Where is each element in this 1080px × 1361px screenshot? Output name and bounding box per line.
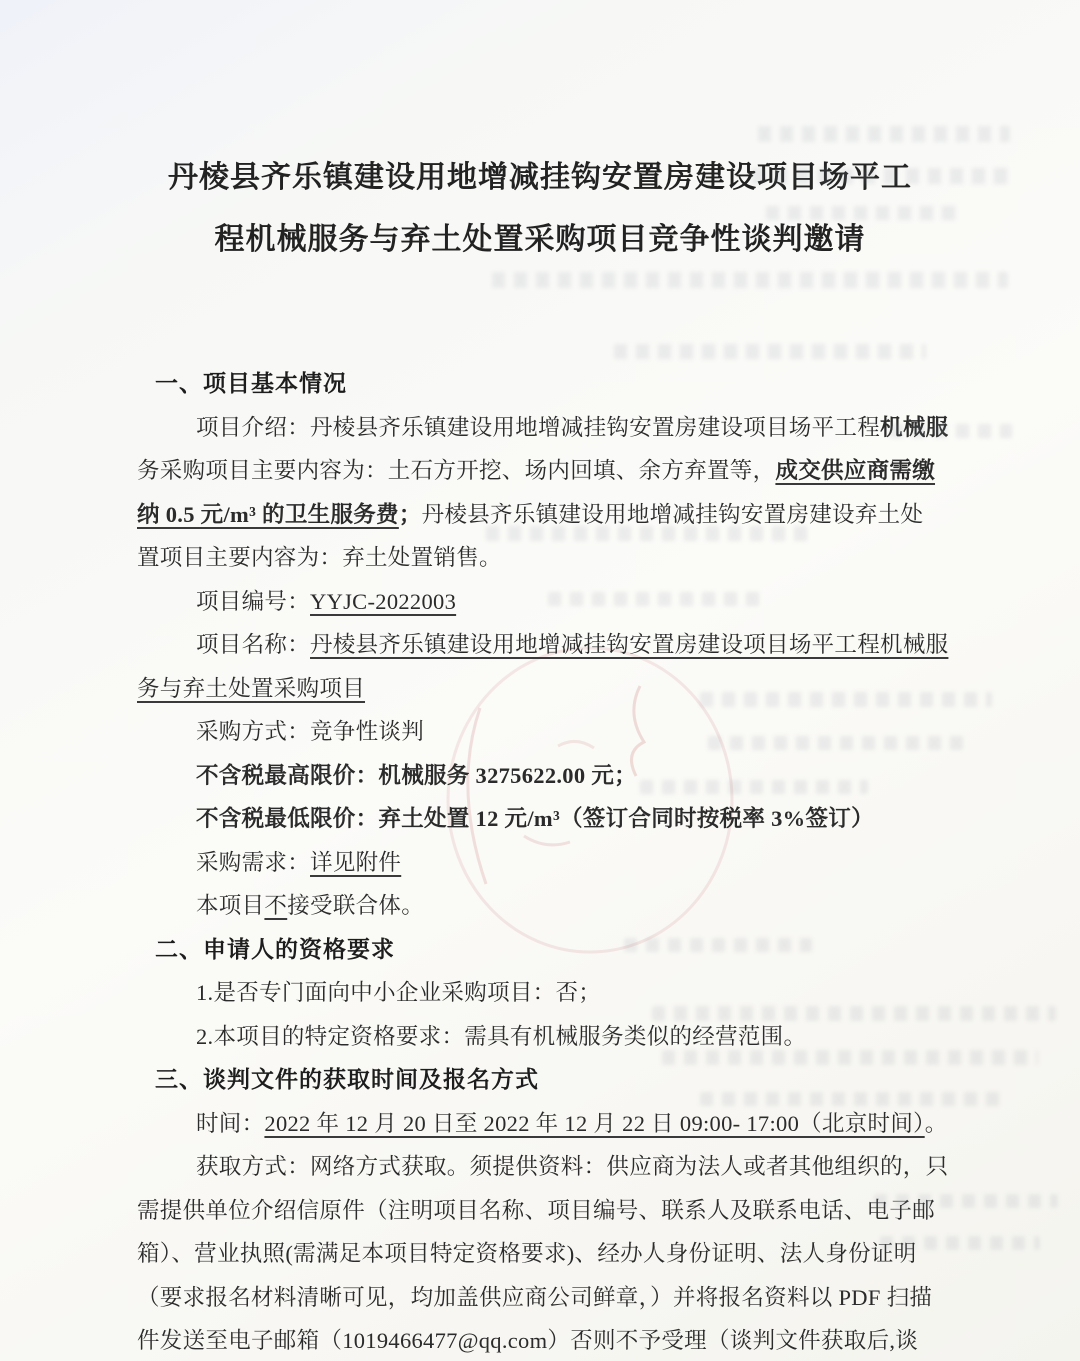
text-segment: 采购需求： [196,849,311,875]
bleed-through-ghost [614,344,926,359]
text-segment: 件发送至电子邮箱（1019466477@qq.com）否则不予受理（谈判文件获取后,谈 [137,1328,919,1353]
document-body [137,362,949,1361]
text-line [137,449,943,493]
text-segment: 接受联合体。 [287,893,425,918]
text-line [137,406,949,450]
text-line [137,1145,949,1189]
section-heading [137,362,943,406]
document-title-line-1: 丹棱县齐乐镇建设用地增减挂钩安置房建设项目场平工 [168,161,912,194]
text-segment: 获取方式：网络方式获取。须提供资料：供应商为法人或者其他组织的，只 [196,1154,949,1179]
document-title-line-2: 程机械服务与弃土处置采购项目竞争性谈判邀请 [214,223,866,256]
text-segment: 不 [264,893,288,918]
text-segment: 2.本项目的特定资格要求：需具有机械服务类似的经营范围。 [196,1023,807,1049]
text-segment: 项目编号： [196,588,311,614]
text-segment: YYJC-2022003 [310,588,457,614]
text-line [137,1015,943,1059]
text-segment: 三、谈判文件的获取时间及报名方式 [155,1066,539,1092]
text-line [137,754,943,798]
text-line [137,884,943,928]
text-segment: 箱）、营业执照(需满足本项目特定资格要求)、经办人身份证明、法人身份证明 [137,1241,917,1266]
text-segment: （要求报名材料清晰可见，均加盖供应商公司鲜章，）并将报名资料以 PDF 扫描 [137,1284,933,1310]
text-line [137,493,943,537]
text-line [137,623,949,667]
text-segment: 采购方式：竞争性谈判 [196,719,425,744]
bleed-through-ghost [758,126,1010,142]
text-segment: 不含税最高限价：机械服务 3275622.00 元； [196,762,637,788]
text-segment: 成交供应商需缴 [775,458,936,483]
text-line [137,1232,943,1276]
section-heading [137,1058,943,1102]
text-line [137,797,943,841]
text-segment: 项目介绍：丹棱县齐乐镇建设用地增减挂钩安置房建设项目场平工程 [196,414,881,440]
text-line [137,667,943,711]
text-line [137,536,943,580]
section-heading [137,928,943,972]
text-line [137,1319,943,1361]
text-segment: 置项目主要内容为：弃土处置销售。 [137,545,502,570]
text-segment: 务采购项目主要内容为：土石方开挖、场内回填、余方弃置等， [137,458,776,483]
text-segment: 纳 0.5 元/m³ 的卫生服务费 [137,501,399,527]
text-line [137,1276,943,1320]
text-segment: 详见附件 [310,849,402,875]
text-line [137,971,943,1015]
text-segment: 一、项目基本情况 [155,370,347,396]
text-segment: ； [398,501,422,527]
text-segment: 1.是否专门面向中小企业采购项目：否； [196,980,602,1005]
text-segment: 时间： [196,1110,265,1136]
document-title [0,147,1080,271]
text-line [137,1189,943,1233]
text-segment: 丹棱县齐乐镇建设用地增减挂钩安置房建设弃土处 [421,501,924,527]
text-segment: 项目名称： [196,632,311,657]
text-segment: 。 [924,1110,948,1136]
text-line [137,1102,948,1146]
bleed-through-ghost [492,272,1008,288]
text-segment: 务与弃土处置采购项目 [137,675,366,701]
text-segment: 二、申请人的资格要求 [155,935,395,962]
text-segment: 不含税最低限价：弃土处置 12 元/m³（签订合同时按税率 3%签订） [196,806,874,831]
text-segment: 需提供单位介绍信原件（注明项目名称、项目编号、联系人及联系电话、电子邮 [137,1197,936,1223]
text-segment: 丹棱县齐乐镇建设用地增减挂钩安置房建设项目场平工程机械服 [310,632,949,657]
text-line [137,710,943,754]
text-line [137,841,943,885]
text-segment: 机械服 [880,414,949,440]
text-line [137,580,943,624]
text-segment: 本项目 [196,893,265,918]
text-segment: 2022 年 12 月 20 日至 2022 年 12 月 22 日 09:00- 17:00（北京时间） [264,1110,925,1136]
